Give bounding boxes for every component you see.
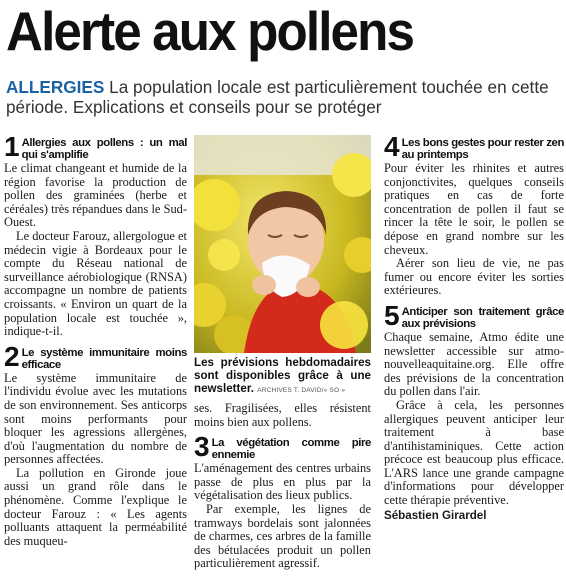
column-1 <box>4 131 187 548</box>
section-1-paragraph-2: Le docteur Farouz, allergologue et médecin vigie à Bordeaux pour le compte du Réseau national de surveillance aérobiologique (RNSA) accompagne un nombre de patients croissants. « Environ un quart de la population locale est touchée », indique-t-il. <box>4 228 187 339</box>
section-4-header <box>384 131 564 162</box>
section-4-paragraph-2: Aérer son lieu de vie, ne pas fumer ou encore éviter les sorties extérieures. <box>384 256 564 298</box>
section-4-number: 4 <box>384 131 400 162</box>
section-1-number: 1 <box>4 131 20 162</box>
section-5-number: 5 <box>384 299 400 331</box>
column-3 <box>384 131 564 522</box>
photo-credit: ARCHIVES T. DAVID/« SO » <box>257 387 346 394</box>
section-3-header <box>194 431 371 463</box>
section-5-paragraph-2: Grâce à cela, les personnes allergiques peuvent anticiper leur traitement à base d'antihistaminiques. Cette action précoce est beaucoup plus efficace. L'ARS lance une grande campagne d'informations pour développer cette thérapie préventive. <box>384 397 564 508</box>
section-1-title: Allergies aux pollens : un mal qui s'amplifie <box>21 137 187 161</box>
section-2-header <box>4 340 187 372</box>
child-with-tissue-image <box>194 135 371 353</box>
section-5-title: Anticiper son traitement grâce aux prévisions <box>401 305 564 330</box>
section-2-paragraph-2: La pollution en Gironde joue aussi un grand rôle dans le phénomène. Comme l'explique le docteur Farouz : « Les agents polluants attaquent la perméabilité des muqueu- <box>4 465 187 548</box>
deck-text: La population locale est particulièrement touchée en cette période. Explications et conseils pour se protéger <box>6 77 549 117</box>
section-1-paragraph-1: Le climat changeant et humide de la région favorise la production de pollen des graminées (herbe et céréales) très répandues dans le Sud-Ouest. <box>4 161 187 230</box>
column-2 <box>194 135 371 571</box>
section-5-paragraph-1: Chaque semaine, Atmo édite une newsletter accessible sur atmo-nouvelleaquitaine.org. Elle offre des prévisions de la concentration du pollen dans l'air. <box>384 329 564 399</box>
section-2-title: Le système immunitaire moins efficace <box>21 346 187 371</box>
section-3-title: La végétation comme pire ennemie <box>211 437 371 462</box>
photo-caption-text: Les prévisions hebdomadaires sont disponibles grâce à une newsletter. <box>194 356 371 395</box>
section-3-number: 3 <box>194 431 210 463</box>
section-2-number: 2 <box>4 340 20 372</box>
section-3-paragraph-2: Par exemple, les lignes de tramways bordelais sont jalonnées de charmes, ces arbres de la famille des bétulacées produit un pollen particulièrement agressif. <box>194 501 371 571</box>
section-2-paragraph-1: Le système immunitaire de l'individu évolue avec les mutations de son environnement. Ses anticorps sont moins performants pour bloquer les agressions allergènes, d'où l'augmentation du nombre de personnes affectées. <box>4 370 187 467</box>
section-4-title: Les bons gestes pour rester zen au printemps <box>401 137 564 161</box>
byline: Sébastien Girardel <box>384 508 487 522</box>
section-5-header <box>384 299 564 331</box>
deck-kicker: ALLERGIES <box>6 77 105 97</box>
child-photo <box>194 135 371 353</box>
section-1-header <box>4 131 187 162</box>
section-4-paragraph-1: Pour éviter les rhinites et autres conjonctivites, quelques conseils pratiques en cas de forte concentration de pollen il faut se rincer la tête le soir, le pollen se dépose en grand nombre sur les cheveux. <box>384 161 564 257</box>
section-3-paragraph-1: L'aménagement des centres urbains passe de plus en plus par la végétalisation des lieux publics. <box>194 461 371 503</box>
deck <box>6 77 562 117</box>
headline: Alerte aux pollens <box>6 0 414 62</box>
photo-caption <box>194 356 371 397</box>
section-2-continuation: ses. Fragilisées, elles résistent moins bien aux pollens. <box>194 401 371 429</box>
